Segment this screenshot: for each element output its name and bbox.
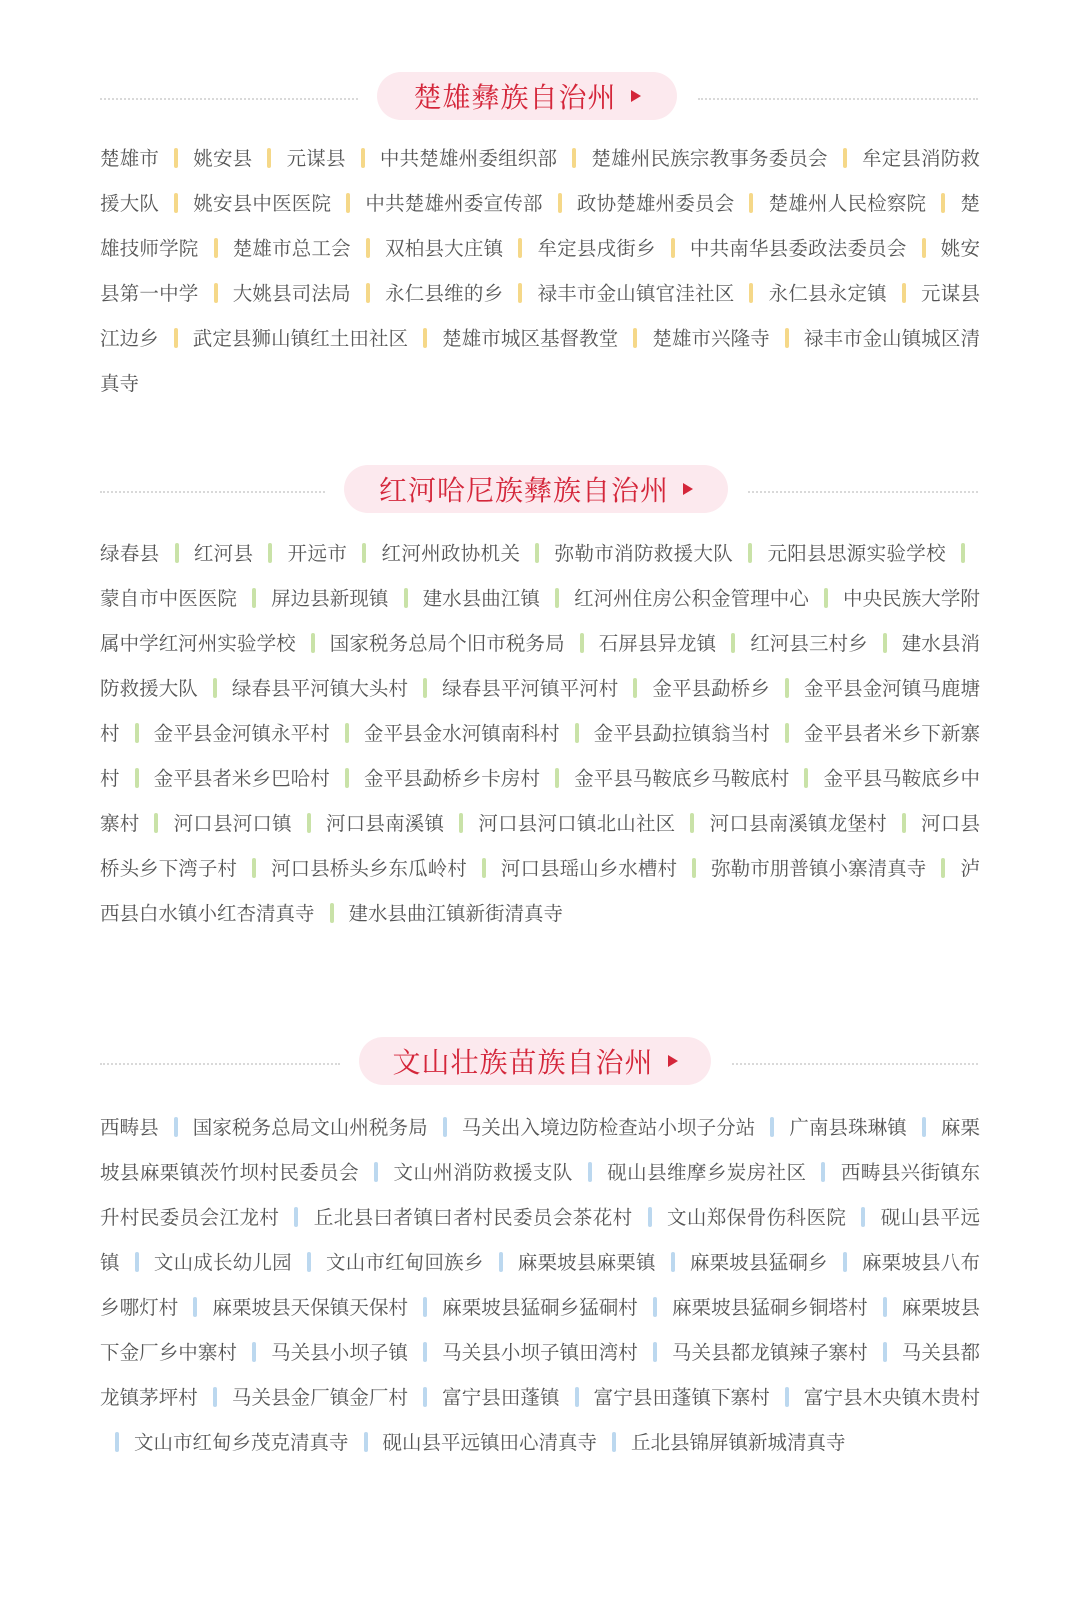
list-item: 马关县小坝子镇田湾村 (442, 1341, 638, 1364)
list-item: 楚雄市城区基督教堂 (442, 327, 619, 350)
separator-bar (749, 193, 753, 213)
list-item: 开远市 (287, 542, 348, 565)
separator-bar (824, 588, 828, 608)
list-item: 富宁县田蓬镇 (442, 1386, 560, 1409)
list-item: 元谋县江边乡 (100, 282, 980, 350)
divider-right (698, 98, 978, 100)
list-item: 永仁县维的乡 (384, 282, 504, 305)
list-item: 马关县金厂镇金厂村 (231, 1386, 409, 1409)
triangle-right-icon (668, 1055, 678, 1067)
separator-bar (555, 768, 559, 788)
separator-bar (404, 588, 408, 608)
separator-bar (268, 543, 272, 563)
list-item: 河口县南溪镇 (325, 812, 445, 835)
list-item: 西畴县 (100, 1116, 159, 1139)
separator-bar (174, 148, 178, 168)
list-item: 红河州政协机关 (381, 542, 521, 565)
list-item: 牟定县消防救援大队 (100, 147, 980, 215)
section-wenshan (0, 1037, 1077, 1454)
section-title: 文山壮族苗族自治州 (392, 1046, 654, 1079)
separator-bar (362, 543, 366, 563)
section-chuxiong (0, 72, 1077, 395)
separator-bar (459, 813, 463, 833)
separator-bar (361, 148, 365, 168)
separator-bar (580, 633, 584, 653)
list-item: 麻栗坡县猛硐乡铜塔村 (671, 1296, 868, 1319)
separator-bar (443, 1117, 447, 1137)
separator-bar (785, 723, 789, 743)
separator-bar (653, 1297, 657, 1317)
list-item: 元阳县思源实验学校 (767, 542, 946, 565)
list-item: 牟定县戌街乡 (537, 237, 656, 260)
list-item: 红河县三村乡 (750, 632, 868, 655)
divider-right (748, 491, 978, 493)
list-item: 石屏县异龙镇 (598, 632, 717, 655)
list-item: 河口县南溪镇龙堡村 (709, 812, 887, 835)
separator-bar (902, 283, 906, 303)
list-item: 中共楚雄州委组织部 (379, 147, 558, 170)
separator-bar (671, 238, 675, 258)
list-item: 永仁县永定镇 (768, 282, 887, 305)
separator-bar (214, 238, 218, 258)
list-item: 国家税务总局文山州税务局 (192, 1116, 428, 1139)
separator-bar (535, 543, 539, 563)
triangle-right-icon (683, 483, 693, 495)
list-item: 麻栗坡县猛硐乡 (689, 1251, 828, 1274)
separator-bar (518, 238, 522, 258)
list-item: 麻栗坡县麻栗镇 (517, 1251, 656, 1274)
separator-bar (193, 1297, 197, 1317)
list-item: 泸西县白水镇小红杏清真寺 (100, 857, 980, 925)
list-item: 绿春县 (100, 542, 160, 565)
section-list (100, 531, 980, 936)
list-item: 麻栗坡县天保镇天保村 (212, 1296, 409, 1319)
separator-bar (941, 193, 945, 213)
list-item: 金平县马鞍底乡马鞍底村 (574, 767, 790, 790)
section-title-pill (344, 465, 728, 513)
list-item: 金平县马鞍底乡中寨村 (100, 767, 980, 835)
list-item: 元谋县 (286, 147, 346, 170)
separator-bar (518, 283, 522, 303)
separator-bar (633, 328, 637, 348)
list-item: 麻栗坡县猛硐乡猛硐村 (442, 1296, 638, 1319)
section-honghe (0, 465, 1077, 925)
separator-bar (252, 588, 256, 608)
section-title: 楚雄彝族自治州 (413, 81, 617, 114)
divider-left (100, 491, 325, 493)
list-item: 楚雄市 (100, 147, 160, 170)
list-item: 武定县狮山镇红土田社区 (192, 327, 409, 350)
list-item: 姚安县中医医院 (193, 192, 332, 215)
list-item: 文山市红甸回族乡 (325, 1251, 484, 1274)
separator-bar (804, 768, 808, 788)
separator-bar (653, 1342, 657, 1362)
separator-bar (961, 543, 965, 563)
list-item: 文山市红甸乡茂克清真寺 (134, 1431, 349, 1454)
separator-bar (482, 858, 486, 878)
list-item: 禄丰市金山镇官洼社区 (537, 282, 735, 305)
list-item: 国家税务总局个旧市税务局 (329, 632, 565, 655)
list-item: 政协楚雄州委员会 (576, 192, 735, 215)
separator-bar (214, 283, 218, 303)
list-item: 楚雄州民族宗教事务委员会 (591, 147, 828, 170)
separator-bar (174, 328, 178, 348)
list-item: 绿春县平河镇平河村 (442, 677, 619, 700)
separator-bar (154, 813, 158, 833)
separator-bar (731, 633, 735, 653)
separator-bar (307, 1252, 311, 1272)
list-item: 麻栗坡县八布乡哪灯村 (100, 1251, 980, 1319)
list-item: 中共南华县委政法委员会 (689, 237, 907, 260)
separator-bar (364, 1432, 368, 1452)
separator-bar (366, 238, 370, 258)
list-item: 文山州消防救援支队 (393, 1161, 573, 1184)
list-item: 砚山县平远镇 (100, 1206, 980, 1274)
section-header (0, 1037, 1077, 1089)
list-item: 丘北县锦屏镇新城清真寺 (631, 1431, 846, 1454)
list-item: 马关出入境边防检查站小坝子分站 (461, 1116, 756, 1139)
section-header (0, 72, 1077, 124)
separator-bar (423, 678, 427, 698)
separator-bar (843, 148, 847, 168)
separator-bar (821, 1162, 825, 1182)
list-item: 丘北县曰者镇曰者村民委员会茶花村 (313, 1206, 633, 1229)
list-item: 弥勒市朋普镇小寨清真寺 (711, 857, 927, 880)
separator-bar (770, 1117, 774, 1137)
separator-bar (499, 1252, 503, 1272)
list-item: 弥勒市消防救援大队 (554, 542, 734, 565)
list-item: 建水县消防救援大队 (100, 632, 980, 700)
separator-bar (843, 1252, 847, 1272)
list-item: 建水县曲江镇 (422, 587, 540, 610)
list-item: 双柏县大庄镇 (384, 237, 504, 260)
list-item: 富宁县木央镇木贵村 (803, 1386, 980, 1409)
triangle-right-icon (631, 90, 641, 102)
separator-bar (175, 543, 179, 563)
list-item: 河口县河口镇 (173, 812, 292, 835)
list-item: 禄丰市金山镇城区清真寺 (100, 327, 980, 395)
list-item: 西畴县兴街镇东升村民委员会江龙村 (100, 1161, 980, 1229)
separator-bar (374, 1162, 378, 1182)
separator-bar (213, 678, 217, 698)
list-item: 马关县都龙镇辣子寨村 (671, 1341, 868, 1364)
divider-left (100, 1063, 340, 1065)
list-item: 中央民族大学附属中学红河州实验学校 (100, 587, 980, 655)
list-item: 金平县金水河镇南科村 (363, 722, 560, 745)
divider-right (732, 1063, 978, 1065)
separator-bar (307, 813, 311, 833)
list-item: 广南县珠琳镇 (789, 1116, 907, 1139)
list-item: 金平县勐拉镇翁当村 (593, 722, 770, 745)
list-item: 建水县曲江镇新街清真寺 (348, 902, 564, 925)
list-item: 马关县小坝子镇 (271, 1341, 409, 1364)
list-item: 富宁县田蓬镇下寨村 (593, 1386, 770, 1409)
separator-bar (115, 1432, 119, 1452)
list-item: 楚雄市兴隆寺 (652, 327, 770, 350)
separator-bar (135, 768, 139, 788)
separator-bar (174, 1117, 178, 1137)
list-item: 河口县河口镇北山社区 (478, 812, 676, 835)
list-item: 屏边县新现镇 (271, 587, 389, 610)
separator-bar (883, 633, 887, 653)
separator-bar (423, 1342, 427, 1362)
list-item: 河口县瑶山乡水槽村 (500, 857, 678, 880)
separator-bar (135, 723, 139, 743)
divider-left (100, 98, 358, 100)
separator-bar (922, 238, 926, 258)
list-item: 文山成长幼儿园 (153, 1251, 292, 1274)
separator-bar (692, 858, 696, 878)
separator-bar (785, 1387, 789, 1407)
separator-bar (423, 328, 427, 348)
list-item: 金平县金河镇马鹿塘村 (100, 677, 980, 745)
separator-bar (174, 193, 178, 213)
list-item: 麻栗坡县下金厂乡中寨村 (100, 1296, 980, 1364)
separator-bar (883, 1342, 887, 1362)
separator-bar (588, 1162, 592, 1182)
separator-bar (252, 858, 256, 878)
section-list (100, 136, 980, 406)
separator-bar (575, 723, 579, 743)
section-header (0, 465, 1077, 517)
separator-bar (558, 193, 562, 213)
separator-bar (861, 1207, 865, 1227)
list-item: 金平县勐桥乡 (652, 677, 770, 700)
separator-bar (575, 1387, 579, 1407)
separator-bar (883, 1297, 887, 1317)
separator-bar (294, 1207, 298, 1227)
list-item: 红河县 (193, 542, 254, 565)
list-item: 绿春县平河镇大头村 (231, 677, 409, 700)
list-item: 金平县者米乡巴哈村 (153, 767, 330, 790)
list-item: 蒙自市中医医院 (100, 587, 237, 610)
separator-bar (748, 543, 752, 563)
separator-bar (612, 1432, 616, 1452)
list-item: 马关县都龙镇茅坪村 (100, 1341, 980, 1409)
list-item: 金平县者米乡下新寨村 (100, 722, 980, 790)
separator-bar (572, 148, 576, 168)
list-item: 文山郑保骨伤科医院 (666, 1206, 847, 1229)
separator-bar (555, 588, 559, 608)
list-item: 麻栗坡县麻栗镇茨竹坝村民委员会 (100, 1116, 980, 1184)
separator-bar (252, 1342, 256, 1362)
separator-bar (366, 283, 370, 303)
separator-bar (423, 1297, 427, 1317)
separator-bar (346, 193, 350, 213)
separator-bar (941, 858, 945, 878)
separator-bar (648, 1207, 652, 1227)
list-item: 姚安县第一中学 (100, 237, 980, 305)
list-item: 金平县勐桥乡卡房村 (363, 767, 541, 790)
separator-bar (633, 678, 637, 698)
list-item: 河口县桥头乡东瓜岭村 (271, 857, 467, 880)
list-item: 楚雄技师学院 (100, 192, 980, 260)
list-item: 姚安县 (193, 147, 253, 170)
separator-bar (902, 813, 906, 833)
separator-bar (785, 678, 789, 698)
separator-bar (311, 633, 315, 653)
section-title: 红河哈尼族彝族自治州 (378, 474, 669, 507)
separator-bar (135, 1252, 139, 1272)
list-item: 砚山县平远镇田心清真寺 (382, 1431, 598, 1454)
section-list (100, 1105, 980, 1465)
separator-bar (922, 1117, 926, 1137)
list-item: 楚雄市总工会 (232, 237, 351, 260)
list-item: 中共楚雄州委宣传部 (365, 192, 543, 215)
separator-bar (345, 723, 349, 743)
separator-bar (345, 768, 349, 788)
list-item: 金平县金河镇永平村 (153, 722, 330, 745)
separator-bar (213, 1387, 217, 1407)
separator-bar (330, 903, 334, 923)
section-title-pill (359, 1037, 711, 1085)
separator-bar (690, 813, 694, 833)
list-item: 河口县桥头乡下湾子村 (100, 812, 980, 880)
list-item: 砚山县维摩乡炭房社区 (606, 1161, 807, 1184)
separator-bar (785, 328, 789, 348)
separator-bar (267, 148, 271, 168)
list-item: 红河州住房公积金管理中心 (574, 587, 809, 610)
section-title-pill (377, 72, 677, 120)
list-item: 大姚县司法局 (232, 282, 351, 305)
list-item: 楚雄州人民检察院 (768, 192, 927, 215)
separator-bar (423, 1387, 427, 1407)
separator-bar (671, 1252, 675, 1272)
separator-bar (749, 283, 753, 303)
